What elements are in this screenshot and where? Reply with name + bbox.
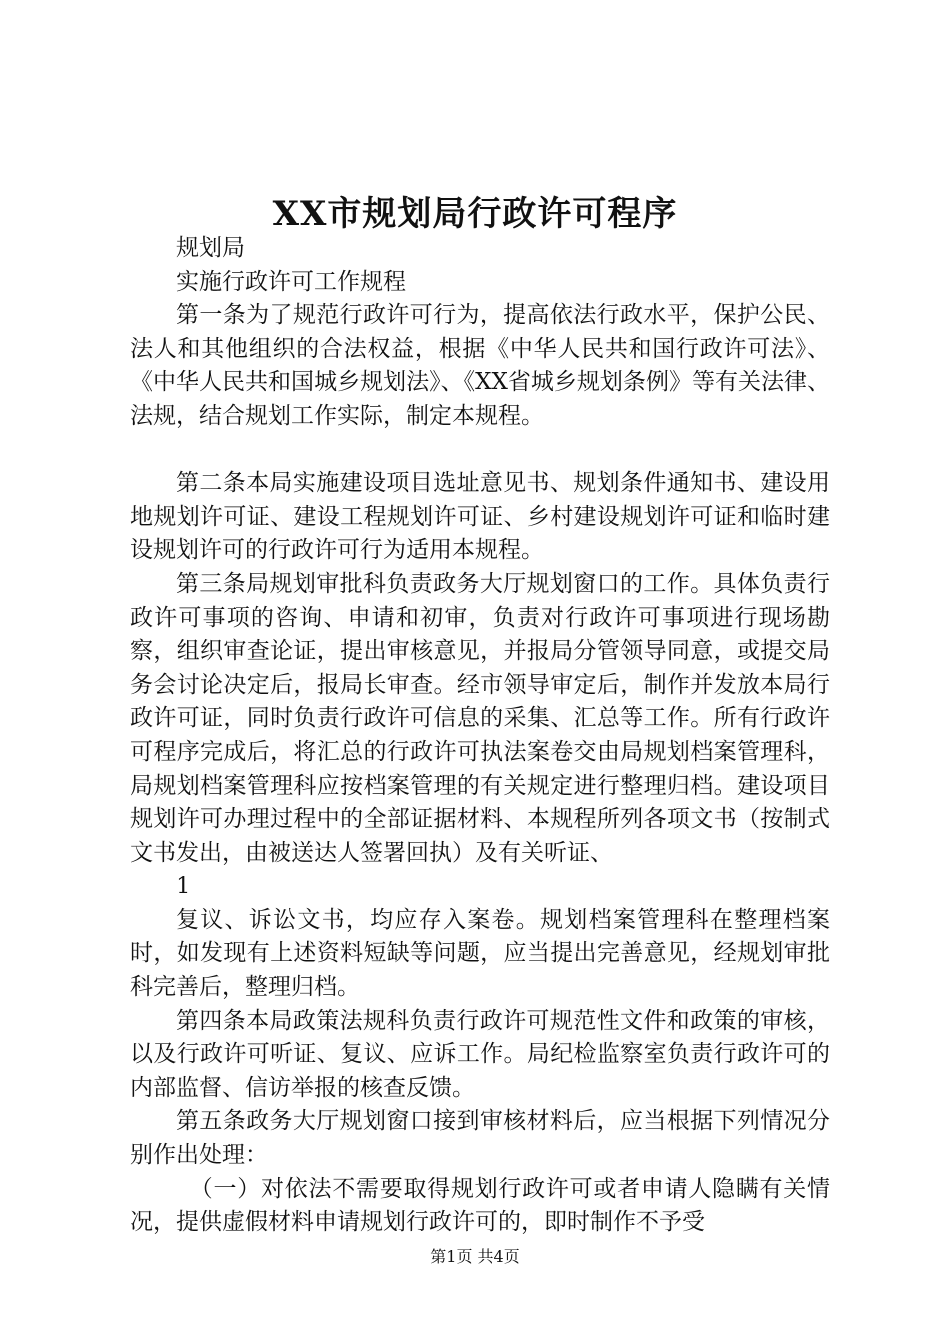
article-5: 第五条政务大厅规划窗口接到审核材料后，应当根据下列情况分别作出处理： xyxy=(130,1108,830,1169)
document-body xyxy=(130,232,830,1240)
article-1: 第一条为了规范行政许可行为，提高依法行政水平，保护公民、法人和其他组织的合法权益，根据《中华人民共和国行政许可法》、《中华人民共和国城乡规划法》、《XX省城乡规划条例》等有关法律、法规，结合规划工作实际，制定本规程。 xyxy=(130,302,830,429)
article-3: 第三条局规划审批科负责政务大厅规划窗口的工作。具体负责行政许可事项的咨询、申请和初审，负责对行政许可事项进行现场勘察，组织审查论证，提出审核意见，并报局分管领导同意，或提交局务会讨论决定后，报局长审查。经市领导审定后，制作并发放本局行政许可证，同时负责行政许可信息的采集、汇总等工作。所有行政许可程序完成后，将汇总的行政许可执法案卷交由局规划档案管理科，局规划档案管理科应按档案管理的有关规定进行整理归档。建设项目规划许可办理过程中的全部证据材料、本规程所列各项文书（按制式文书发出，由被送达人签署回执）及有关听证、 xyxy=(130,570,830,866)
article-3-continued: 复议、诉讼文书，均应存入案卷。规划档案管理科在整理档案时，如发现有上述资料短缺等问题，应当提出完善意见，经规划审批科完善后，整理归档。 xyxy=(130,906,830,1001)
article-5-item-1: （一）对依法不需要取得规划行政许可或者申请人隐瞒有关情况，提供虚假材料申请规划行政许可的，即时制作不予受 xyxy=(130,1175,830,1236)
org-line: 规划局 xyxy=(176,235,245,261)
article-2: 第二条本局实施建设项目选址意见书、规划条件通知书、建设用地规划许可证、建设工程规划许可证、乡村建设规划许可证和临时建设规划许可的行政许可行为适用本规程。 xyxy=(130,470,830,564)
document-title: XX市规划局行政许可程序 xyxy=(272,194,678,234)
blank-line xyxy=(130,434,830,468)
article-4: 第四条本局政策法规科负责行政许可规范性文件和政策的审核，以及行政许可听证、复议、应诉工作。局纪检监察室负责行政许可的内部监督、信访举报的核查反馈。 xyxy=(130,1007,830,1101)
page-footer: 第1页 共4页 xyxy=(430,1247,520,1266)
subtitle-line: 实施行政许可工作规程 xyxy=(176,268,406,295)
inline-page-number: 1 xyxy=(176,874,191,900)
